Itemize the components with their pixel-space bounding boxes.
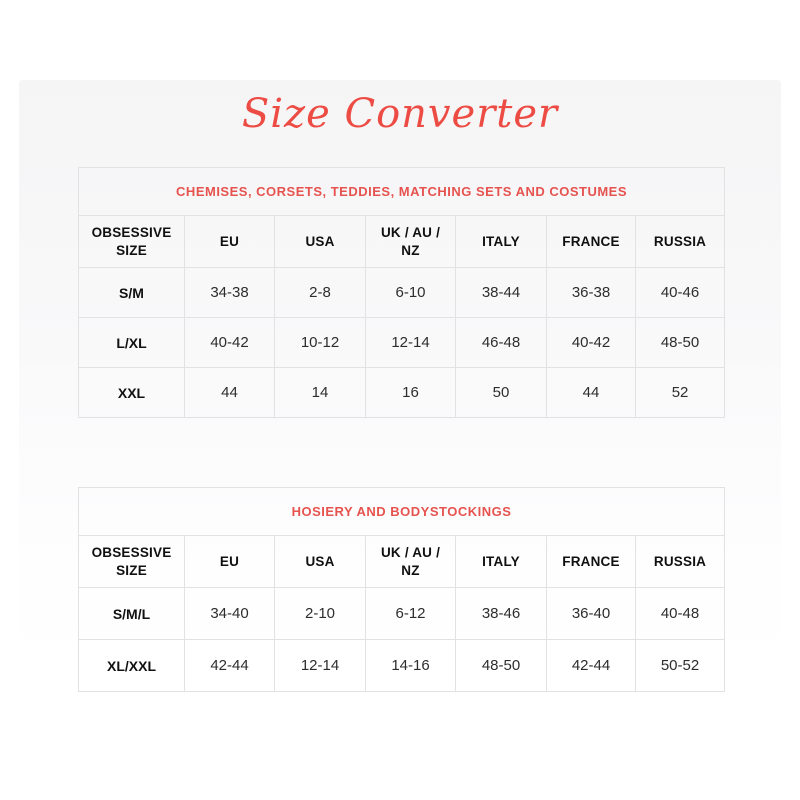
column-header: EU [185, 216, 275, 268]
table-header-row [79, 216, 725, 268]
column-header: ITALY [456, 536, 547, 588]
size-label-cell: S/M/L [79, 588, 185, 640]
size-value-cell: 52 [636, 368, 725, 418]
size-value-cell: 36-40 [547, 588, 636, 640]
size-value-cell: 6-12 [366, 588, 456, 640]
table-row [79, 318, 725, 368]
size-label-cell: XXL [79, 368, 185, 418]
table-row [79, 640, 725, 692]
table-title-row [79, 488, 725, 536]
table-title-row [79, 168, 725, 216]
column-header: UK / AU / NZ [366, 536, 456, 588]
size-value-cell: 38-46 [456, 588, 547, 640]
size-converter-panel [19, 80, 781, 792]
size-value-cell: 16 [366, 368, 456, 418]
size-value-cell: 40-48 [636, 588, 725, 640]
size-value-cell: 40-42 [547, 318, 636, 368]
size-value-cell: 2-8 [275, 268, 366, 318]
size-value-cell: 40-42 [185, 318, 275, 368]
table-row [79, 368, 725, 418]
column-header: OBSESSIVE SIZE [79, 216, 185, 268]
size-value-cell: 14-16 [366, 640, 456, 692]
size-label-cell: S/M [79, 268, 185, 318]
column-header: OBSESSIVE SIZE [79, 536, 185, 588]
size-value-cell: 44 [547, 368, 636, 418]
size-value-cell: 36-38 [547, 268, 636, 318]
size-label-cell: XL/XXL [79, 640, 185, 692]
size-value-cell: 38-44 [456, 268, 547, 318]
column-header: ITALY [456, 216, 547, 268]
column-header: RUSSIA [636, 536, 725, 588]
size-value-cell: 48-50 [636, 318, 725, 368]
table-row [79, 268, 725, 318]
column-header: FRANCE [547, 216, 636, 268]
size-value-cell: 10-12 [275, 318, 366, 368]
size-value-cell: 44 [185, 368, 275, 418]
table-title: CHEMISES, CORSETS, TEDDIES, MATCHING SETS AND COSTUMES [79, 168, 725, 216]
size-value-cell: 40-46 [636, 268, 725, 318]
column-header: EU [185, 536, 275, 588]
column-header: USA [275, 536, 366, 588]
page-title: Size Converter [241, 91, 559, 137]
size-value-cell: 14 [275, 368, 366, 418]
size-value-cell: 50 [456, 368, 547, 418]
size-value-cell: 42-44 [185, 640, 275, 692]
column-header: USA [275, 216, 366, 268]
size-table-hosiery [78, 487, 725, 692]
table-row [79, 588, 725, 640]
size-value-cell: 12-14 [366, 318, 456, 368]
size-value-cell: 46-48 [456, 318, 547, 368]
size-value-cell: 34-40 [185, 588, 275, 640]
column-header: FRANCE [547, 536, 636, 588]
size-value-cell: 34-38 [185, 268, 275, 318]
table-header-row [79, 536, 725, 588]
size-value-cell: 48-50 [456, 640, 547, 692]
size-value-cell: 2-10 [275, 588, 366, 640]
column-header: UK / AU / NZ [366, 216, 456, 268]
size-value-cell: 12-14 [275, 640, 366, 692]
size-table-chemises-corsets [78, 167, 725, 418]
size-label-cell: L/XL [79, 318, 185, 368]
size-value-cell: 6-10 [366, 268, 456, 318]
column-header: RUSSIA [636, 216, 725, 268]
size-value-cell: 42-44 [547, 640, 636, 692]
table-title: HOSIERY AND BODYSTOCKINGS [79, 488, 725, 536]
size-value-cell: 50-52 [636, 640, 725, 692]
